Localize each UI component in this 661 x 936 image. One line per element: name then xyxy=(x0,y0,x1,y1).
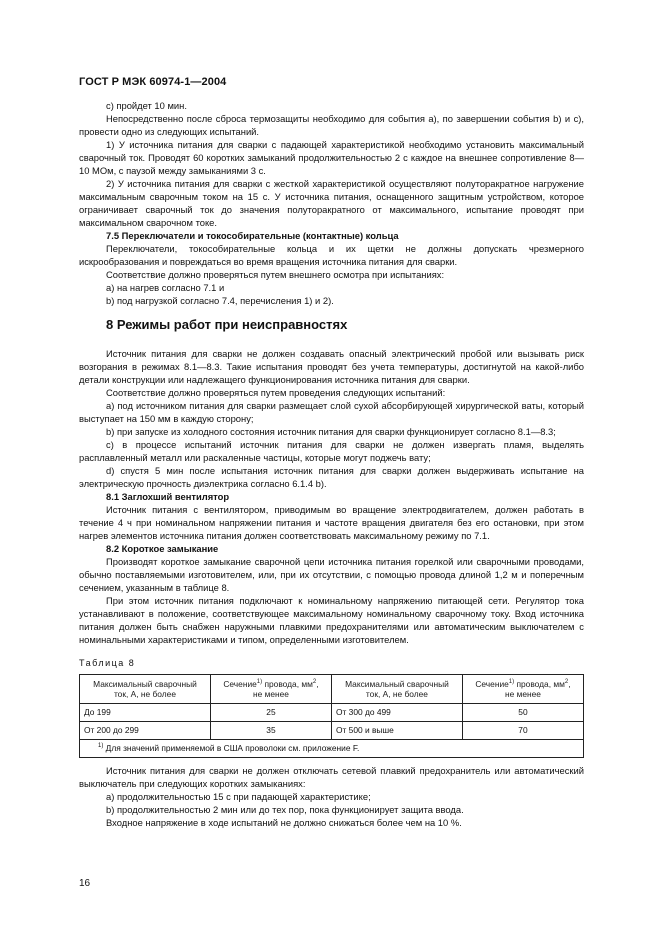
column-header: Сечение$^{1)}$ провода, $мм^2$, не менее xyxy=(210,675,331,704)
paragraph: Источник питания с вентилятором, приводимым во вращение электродвигателем, должен работать в течение 4 ч при номинальном напряжении питания и частоте вращения двигателя без его остановки, при этом нагрев элементов источника питания должен соответствовать максимальному режиму по 7.1. xyxy=(79,504,584,541)
column-header: Максимальный сварочный ток, А, не более xyxy=(80,675,211,704)
table-header-row xyxy=(80,675,584,704)
paragraph: 2) У источника питания для сварки с жесткой характеристикой осуществляют полуторакратное нагружение максимальным сварочным током на 15 с. У источника питания, оснащенного защитным устройством, которое ограничивает сварочный ток до значения полуторакратного от максимального, испытание проводят при максимальном сварочном токе. xyxy=(79,178,584,228)
table-caption: Таблица 8 xyxy=(79,658,136,668)
paragraph: Непосредственно после сброса термозащиты необходимо для события a), по завершении события b) и c), провести одно из следующих испытаний. xyxy=(79,113,584,137)
table-cell: От 300 до 499 xyxy=(331,704,462,722)
table-cell: До 199 xyxy=(80,704,211,722)
document-body xyxy=(79,99,584,829)
paragraph: Входное напряжение в ходе испытаний не должно снижаться более чем на 10 %. xyxy=(106,817,462,828)
table-row xyxy=(80,704,584,722)
paragraph: 1) У источника питания для сварки с падающей характеристикой необходимо установить максимальный сварочный ток. Проводят 60 коротких замыканий продолжительностью 2 с каждое на внешнее сопротивление 8—10 МОм, с паузой между замыканиями 3 с. xyxy=(79,139,584,176)
table-cell: 50 xyxy=(462,704,583,722)
list-item: b) под нагрузкой согласно 7.4, перечисления 1) и 2). xyxy=(106,295,334,306)
column-header: Сечение$^{1)}$ провода, $мм^2$, не менее xyxy=(462,675,583,704)
list-item: a) под источником питания для сварки размещает слой сухой абсорбирующей хирургической ваты, который выступает на 150 мм в каждую сторону; xyxy=(79,400,584,424)
paragraph: Переключатели, токособирательные кольца и их щетки не должны допускать чрезмерного искрообразования и повреждаться во время вращения источника питания для сварки. xyxy=(79,243,584,267)
list-item: a) продолжительностью 15 с при падающей характеристике; xyxy=(106,791,371,802)
paragraph: Соответствие должно проверяться путем внешнего осмотра при испытаниях: xyxy=(106,269,445,280)
table-8 xyxy=(79,674,584,758)
table-cell: 70 xyxy=(462,722,583,740)
list-item: c) в процессе испытаний источник питания для сварки не должен извергать пламя, выделять расплавленный металл или раскаленные частицы, которые могут поджечь вату; xyxy=(79,439,584,463)
table-cell: От 200 до 299 xyxy=(80,722,211,740)
paragraph: Источник питания для сварки не должен создавать опасный электрический пробой или вызывать риск возгорания в режимах 8.1—8.3. Такие испытания проводят без учета температуры, достигнутой на какой-либо детали конструкции или надлежащего функционирования источника питания для сварки. xyxy=(79,348,584,385)
paragraph: Производят короткое замыкание сварочной цепи источника питания горелкой или сварочными проводами, обычно поставляемыми изготовителем, или, при их отсутствии, с помощью провода длиной 1,2 м и поперечным сечением, указанным в таблице 8. xyxy=(79,556,584,593)
subsection-heading: 8.2 Короткое замыкание xyxy=(106,543,219,554)
table-cell: От 500 и выше xyxy=(331,722,462,740)
subsection-heading: 8.1 Заглохший вентилятор xyxy=(106,491,230,502)
list-item: b) продолжительностью 2 мин или до тех пор, пока функционирует защита ввода. xyxy=(106,804,464,815)
paragraph: Источник питания для сварки не должен отключать сетевой плавкий предохранитель или автоматический выключатель при следующих коротких замыканиях: xyxy=(79,765,584,789)
column-header: Максимальный сварочный ток, А, не более xyxy=(331,675,462,704)
table-note-row xyxy=(80,740,584,758)
list-item: d) спустя 5 мин после испытания источник питания для сварки должен выдерживать испытание на электрическую прочность диэлектрика согласно 6.1.4 b). xyxy=(79,465,584,489)
list-item: a) на нагрев согласно 7.1 и xyxy=(106,282,225,293)
document-header: ГОСТ Р МЭК 60974-1—2004 xyxy=(79,76,227,88)
table-cell: 25 xyxy=(210,704,331,722)
paragraph: Соответствие должно проверяться путем проведения следующих испытаний: xyxy=(106,387,446,398)
table-row xyxy=(80,722,584,740)
list-item: b) при запуске из холодного состояния источник питания для сварки функционирует согласно 8.1—8.3; xyxy=(106,426,556,437)
paragraph: При этом источник питания подключают к номинальному напряжению питающей сети. Регулятор тока устанавливают в положение, соответствующее максимальному номинальному сварочному току. Вход источника питания должен быть снабжен наружными плавкими предохранителями или автоматическим выключателем с номинальными характеристиками и типом, определенными изготовителем. xyxy=(79,595,584,645)
section-heading: 8 Режимы работ при неисправностях xyxy=(106,317,348,332)
paragraph: c) пройдет 10 мин. xyxy=(106,100,187,111)
subsection-heading: 7.5 Переключатели и токособирательные (контактные) кольца xyxy=(106,230,399,241)
page-number: 16 xyxy=(79,878,91,889)
table-cell: 35 xyxy=(210,722,331,740)
table-footnote: $^{1)}$ Для значений применяемой в США проволоки см. приложение F. xyxy=(80,740,584,758)
